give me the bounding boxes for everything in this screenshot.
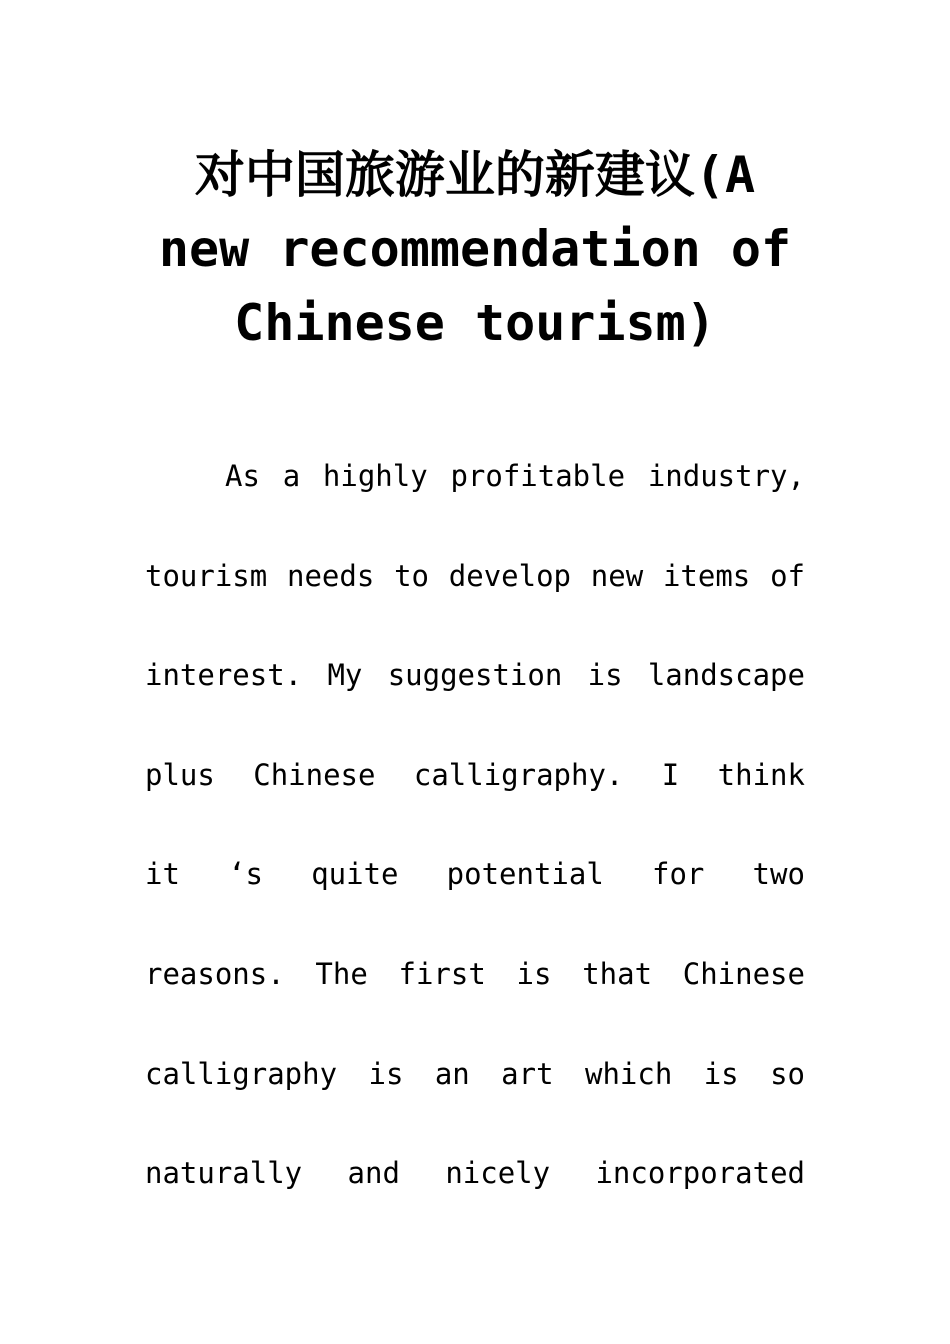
- word: items: [662, 558, 751, 593]
- word: of: [770, 558, 805, 593]
- body-paragraph: [145, 448, 805, 1245]
- paragraph-line: [145, 846, 805, 946]
- word: a: [282, 459, 301, 493]
- word: is: [368, 1056, 404, 1091]
- paragraph-line: [145, 1145, 805, 1245]
- word: is: [516, 956, 552, 991]
- paragraph-line: [145, 647, 805, 747]
- paragraph-line: [145, 946, 805, 1046]
- word: for: [651, 857, 705, 892]
- paragraph-line: [145, 448, 805, 548]
- word: calligraphy.: [413, 757, 624, 792]
- word: two: [752, 857, 805, 892]
- word: plus: [145, 757, 215, 792]
- word: ‘s: [228, 857, 264, 892]
- word: highly: [322, 459, 428, 493]
- word: nicely: [445, 1156, 551, 1191]
- word: My: [327, 658, 363, 693]
- word: tourism: [145, 558, 268, 593]
- paragraph-line: [145, 1046, 805, 1146]
- word: is: [703, 1056, 739, 1091]
- word: The: [315, 956, 368, 991]
- word: landscape: [647, 658, 805, 693]
- word: so: [770, 1056, 805, 1091]
- word: needs: [287, 558, 375, 593]
- paragraph-line: [145, 548, 805, 648]
- word: and: [347, 1156, 400, 1191]
- word: which: [584, 1056, 673, 1091]
- word: potential: [446, 857, 604, 892]
- word: interest.: [145, 658, 303, 693]
- word: develop: [448, 558, 572, 593]
- word: Chinese: [682, 956, 805, 991]
- word: As: [225, 459, 260, 493]
- word: an: [434, 1056, 470, 1091]
- word: profitable: [450, 459, 626, 493]
- word: first: [398, 956, 486, 991]
- document-title: 对中国旅游业的新建议(A new recommendation of Chinese tourism): [158, 146, 792, 352]
- word: calligraphy: [145, 1056, 338, 1091]
- word: suggestion: [387, 658, 563, 693]
- word: to: [394, 558, 430, 593]
- word: industry,: [647, 459, 805, 493]
- word: think: [717, 757, 805, 792]
- word: Chinese: [253, 757, 376, 792]
- word: is: [587, 658, 623, 693]
- word: it: [145, 857, 180, 892]
- paragraph-line: [145, 747, 805, 847]
- word: that: [582, 956, 653, 991]
- word: incorporated: [595, 1156, 805, 1191]
- word: quite: [311, 857, 399, 892]
- word: I: [661, 757, 680, 792]
- word: naturally: [145, 1156, 303, 1191]
- word: art: [501, 1056, 554, 1091]
- word: reasons.: [145, 956, 285, 991]
- word: new: [590, 558, 644, 593]
